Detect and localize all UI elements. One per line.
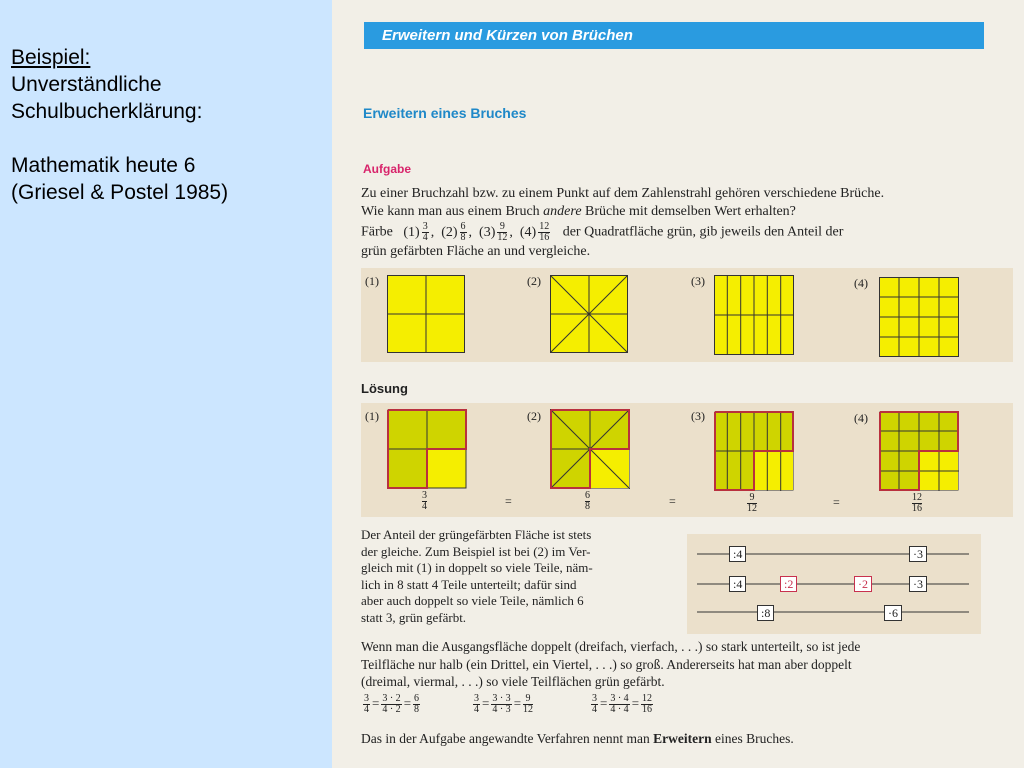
task-line-2 bbox=[361, 203, 796, 220]
task-square-sixteenths bbox=[879, 277, 959, 357]
panel-label-1: (1) bbox=[365, 274, 379, 288]
body-text bbox=[361, 638, 860, 691]
final-sentence bbox=[361, 730, 794, 747]
explain-line: Der Anteil der grüngefärbten Fläche ist stets bbox=[361, 527, 592, 542]
solution-label-3: (3) bbox=[691, 409, 705, 423]
solution-fraction-4: 12 16 bbox=[912, 492, 922, 514]
slide-heading bbox=[11, 44, 202, 125]
final-b: eines Bruches. bbox=[711, 731, 794, 746]
ref-line-1: Mathematik heute 6 bbox=[11, 154, 196, 177]
equation-1: $\frac{3}{4}$ = $\frac{3 \cdot 2}{4 \cdot 2}$ = $\frac{6}{8}$ bbox=[364, 693, 420, 715]
equation-3: $\frac{3}{4}$ = $\frac{3 \cdot 4}{4 \cdot 4}$ = $\frac{12}{16}$ bbox=[592, 693, 653, 715]
equation-2: $\frac{3}{4}$ = $\frac{3 \cdot 3}{4 \cdot 3}$ = $\frac{9}{12}$ bbox=[474, 693, 534, 715]
solution-square-sixteenths bbox=[879, 411, 959, 491]
solution-label-4: (4) bbox=[854, 411, 868, 425]
op-divide-2-row2: :2 bbox=[780, 576, 797, 592]
final-a: Das in der Aufgabe angewandte Verfahren nennt man bbox=[361, 731, 654, 746]
heading-underlined: Beispiel: bbox=[11, 46, 91, 69]
task-item: (3) $\frac{9}{12}$ , bbox=[479, 221, 513, 243]
op-divide-4-row2: :4 bbox=[729, 576, 746, 592]
task-line-3b: der Quadratfläche grün, gib jeweils den Anteil der bbox=[562, 224, 844, 240]
explain-line: statt 3, grün gefärbt. bbox=[361, 609, 467, 625]
op-times-6-row3: ·6 bbox=[884, 605, 902, 621]
task-line-2b: Brüche mit demselben Wert erhalten? bbox=[581, 204, 796, 219]
solution-label: Lösung bbox=[361, 381, 408, 396]
body-line: Teilfläche nur halb (ein Drittel, ein Viertel, . . .) so groß. Andererseits hat man aber doppelt bbox=[361, 656, 852, 672]
source-reference bbox=[11, 152, 228, 206]
solution-fraction-3: 9 12 bbox=[747, 492, 757, 514]
task-line-1: Zu einer Bruchzahl bzw. zu einem Punkt auf dem Zahlenstrahl gehören verschiedene Brüche. bbox=[361, 186, 885, 201]
heading-line-2: Unverständliche bbox=[11, 73, 162, 96]
body-line: (dreimal, viermal, . . .) so viele Teilflächen grün gefärbt. bbox=[361, 674, 665, 689]
op-divide-8-row3: :8 bbox=[757, 605, 774, 621]
task-line-3a: Färbe bbox=[361, 224, 393, 240]
solution-square-quarters bbox=[387, 409, 467, 489]
slide-left-panel bbox=[0, 0, 332, 768]
task-figures-band bbox=[361, 268, 1013, 362]
operator-diagram bbox=[687, 534, 981, 634]
op-times-3-row2: ·3 bbox=[909, 576, 927, 592]
op-times-3-row1: ·3 bbox=[909, 546, 927, 562]
task-line-2a: Wie kann man aus einem Bruch bbox=[361, 204, 544, 219]
equals-2: = bbox=[669, 494, 676, 508]
equals-3: = bbox=[833, 495, 840, 509]
body-line: Wenn man die Ausgangsfläche doppelt (dreifach, vierfach, . . .) so stark unterteilt, so ist jede bbox=[361, 639, 861, 654]
panel-label-2: (2) bbox=[527, 274, 541, 288]
heading-line-3: Schulbucherklärung: bbox=[11, 100, 203, 123]
solution-square-eighths bbox=[550, 409, 630, 489]
op-times-2-row2: ·2 bbox=[854, 576, 872, 592]
task-square-twelfths bbox=[714, 275, 794, 355]
section-subtitle: Erweitern eines Bruches bbox=[363, 105, 527, 121]
chapter-banner: Erweitern und Kürzen von Brüchen bbox=[364, 22, 984, 49]
panel-label-3: (3) bbox=[691, 274, 705, 288]
task-line-4: grün gefärbten Fläche an und vergleiche. bbox=[361, 244, 591, 259]
solution-label-1: (1) bbox=[365, 409, 379, 423]
task-item: (2) $\frac{6}{8}$ , bbox=[441, 221, 473, 243]
task-square-eighths bbox=[550, 275, 628, 353]
task-square-quarters bbox=[387, 275, 465, 353]
task-label: Aufgabe bbox=[363, 162, 411, 176]
explain-line: aber auch doppelt so viele Teile, nämlich 6 bbox=[361, 593, 584, 608]
textbook-page bbox=[332, 0, 1024, 768]
solution-square-twelfths bbox=[714, 411, 794, 491]
final-bold-term: Erweitern bbox=[653, 731, 712, 746]
op-divide-4-row1: :4 bbox=[729, 546, 746, 562]
task-line-2-em: andere bbox=[543, 204, 582, 219]
explain-line: der gleiche. Zum Beispiel ist bei (2) im Ver- bbox=[361, 543, 591, 559]
ref-line-2: (Griesel & Postel 1985) bbox=[11, 181, 229, 204]
equals-1: = bbox=[505, 494, 512, 508]
panel-label-4: (4) bbox=[854, 276, 868, 290]
task-line-3 bbox=[361, 222, 843, 243]
explain-line: lich in 8 statt 4 Teile unterteilt; dafür sind bbox=[361, 576, 577, 592]
explanation-text bbox=[361, 527, 681, 626]
solution-figures-band bbox=[361, 403, 1013, 517]
solution-fraction-1: 3 4 bbox=[422, 490, 427, 512]
solution-label-2: (2) bbox=[527, 409, 541, 423]
task-item: (1) $\frac{3}{4}$ , bbox=[403, 221, 435, 243]
task-item: (4) $\frac{12}{16}$ bbox=[519, 221, 550, 243]
explain-line: gleich mit (1) in doppelt so viele Teile, näm- bbox=[361, 560, 593, 575]
solution-fraction-2: 6 8 bbox=[585, 490, 590, 512]
